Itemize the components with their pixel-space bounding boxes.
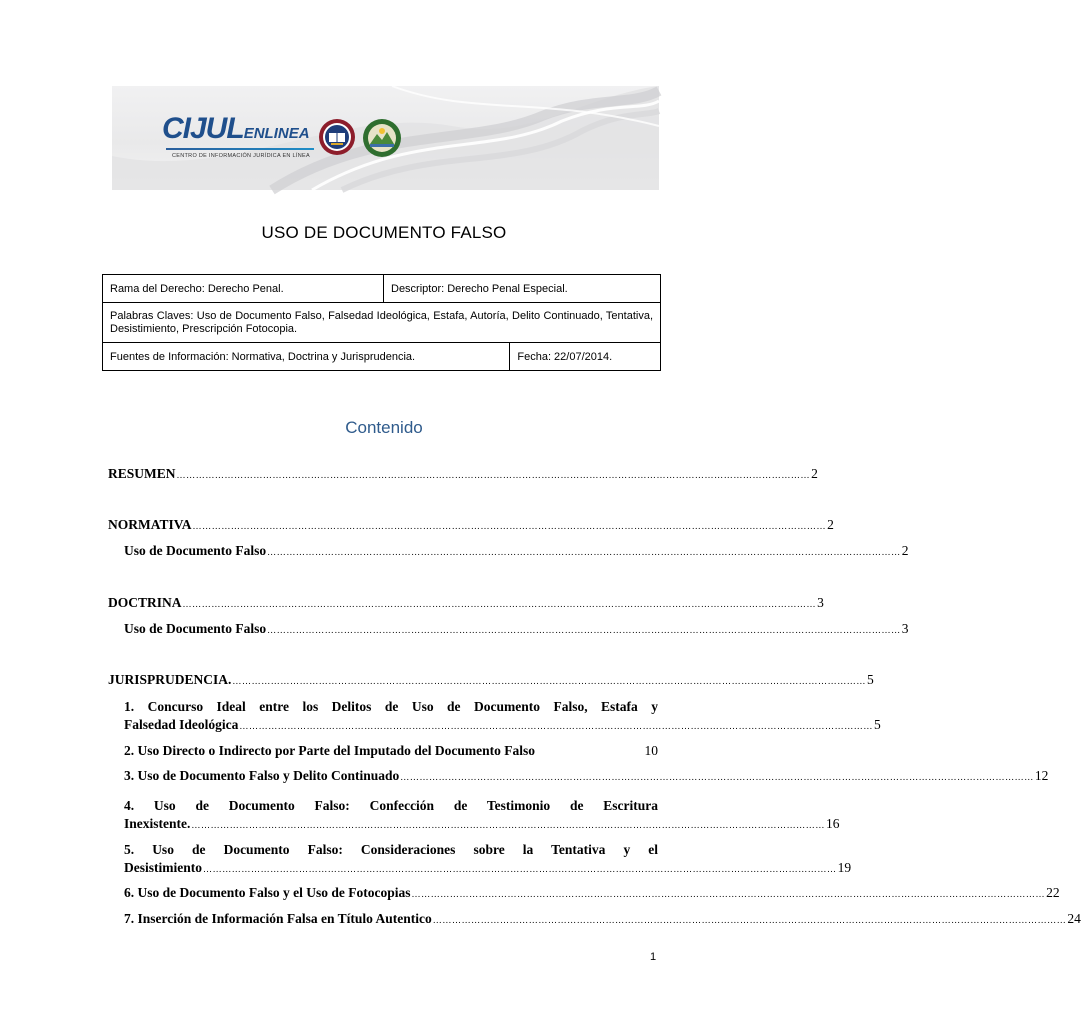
judiciary-seal-icon [362, 118, 402, 158]
toc-entry-jur-7[interactable] [124, 911, 1081, 927]
toc-page-number: 19 [837, 860, 852, 875]
toc-entry-normativa[interactable] [108, 517, 834, 533]
descriptor-cell: Descriptor: Derecho Penal Especial. [384, 275, 661, 303]
toc-leader-dots: ……………………………………………………………………………………………………………………………………………………………………………… [182, 599, 817, 609]
keywords-cell: Palabras Claves: Uso de Documento Falso, Falsedad Ideológica, Estafa, Autoría, Delito Continuado, Tentativa, Desistimiento, Prescripción Fotocopia. [103, 303, 661, 343]
toc-page-number: 10 [644, 743, 658, 758]
toc-entry-doctrina[interactable] [108, 595, 824, 611]
toc-leader-dots: ……………………………………………………………………………………………………………………………………………………………………………… [232, 676, 866, 686]
toc-entry-doctrina-uso[interactable] [124, 621, 909, 637]
toc-entry-jur-3[interactable] [124, 768, 1049, 784]
toc-entry-normativa-uso[interactable] [124, 543, 909, 559]
toc-entry-label: 2. Uso Directo o Indirecto por Parte del Imputado del Documento Falso [124, 743, 535, 758]
toc-page-number: 3 [817, 595, 824, 610]
toc-leader-dots: ……………………………………………………………………………………………………………………………………………………………………………… [267, 547, 901, 557]
toc-entry-label: 7. Inserción de Información Falsa en Título Autentico [124, 911, 432, 926]
toc-entry-jurisprudencia[interactable] [108, 672, 874, 688]
toc-entry-label: NORMATIVA [108, 517, 192, 532]
rama-cell: Rama del Derecho: Derecho Penal. [103, 275, 384, 303]
page-number: 1 [650, 951, 657, 963]
toc-entry-jur-1-line2[interactable] [124, 717, 881, 733]
document-title: USO DE DOCUMENTO FALSO [261, 223, 507, 242]
toc-leader-dots: ……………………………………………………………………………………………………………………………………………………………………………… [191, 820, 825, 830]
sources-cell: Fuentes de Información: Normativa, Doctrina y Jurisprudencia. [103, 343, 510, 371]
toc-entry-label: DOCTRINA [108, 595, 182, 610]
logo-underline [166, 148, 314, 150]
toc-leader-dots: ……………………………………………………………………………………………………………………………………………………………………………… [192, 521, 827, 531]
toc-leader-dots: ……………………………………………………………………………………………………………………………………………………………………………… [411, 889, 1046, 899]
toc-entry-jur-4-line2[interactable] [124, 816, 840, 832]
toc-entry-jur-4-line1[interactable]: 4. Uso de Documento Falso: Confección de Testimonio de Escritura [124, 798, 658, 813]
toc-entry-label: Desistimiento [124, 860, 202, 875]
metadata-table [102, 274, 661, 371]
toc-heading: Contenido [345, 418, 423, 437]
toc-page-number: 12 [1034, 768, 1049, 783]
date-cell: Fecha: 22/07/2014. [510, 343, 661, 371]
toc-entry-label: Uso de Documento Falso [124, 543, 267, 558]
toc-page-number: 2 [811, 466, 818, 481]
toc-page-number: 24 [1067, 911, 1081, 926]
toc-leader-dots: ……………………………………………………………………………………………………………………………………………………………………………… [267, 625, 901, 635]
toc-entry-label: 3. Uso de Documento Falso y Delito Continuado [124, 768, 400, 783]
toc-leader-dots: ……………………………………………………………………………………………………………………………………………………………………………… [176, 470, 811, 480]
toc-leader-dots: ……………………………………………………………………………………………………………………………………………………………………………… [432, 915, 1067, 925]
toc-entry-jur-5-line2[interactable] [124, 860, 852, 876]
toc-entry-jur-6[interactable] [124, 885, 1060, 901]
toc-entry-resumen[interactable] [108, 466, 818, 482]
toc-entry-label: 6. Uso de Documento Falso y el Uso de Fotocopias [124, 885, 411, 900]
toc-entry-label: JURISPRUDENCIA. [108, 672, 232, 687]
toc-entry-jur-1-line1[interactable]: 1. Concurso Ideal entre los Delitos de Uso de Documento Falso, Estafa y [124, 699, 658, 714]
university-seal-icon [318, 118, 356, 156]
toc-page-number: 16 [825, 816, 840, 831]
toc-page-number: 3 [901, 621, 909, 636]
toc-leader-dots: ……………………………………………………………………………………………………………………………………………………………………………… [239, 721, 873, 731]
toc-page-number: 2 [827, 517, 834, 532]
toc-page-number: 5 [874, 717, 881, 732]
cijul-logo: CIJULENLINEA [162, 112, 310, 145]
toc-entry-jur-2[interactable] [124, 743, 658, 759]
toc-page-number: 2 [901, 543, 909, 558]
toc-page-number: 22 [1046, 885, 1060, 900]
toc-entry-label: Falsedad Ideológica [124, 717, 239, 732]
toc-entry-label: Inexistente. [124, 816, 191, 831]
toc-entry-jur-5-line1[interactable]: 5. Uso de Documento Falso: Consideraciones sobre la Tentativa y el [124, 842, 658, 857]
header-banner [112, 86, 659, 190]
logo-tagline: CENTRO DE INFORMACIÓN JURÍDICA EN LÍNEA [172, 153, 310, 159]
toc-page-number: 5 [867, 672, 874, 687]
toc-entry-label: Uso de Documento Falso [124, 621, 267, 636]
toc-leader-dots: ……………………………………………………………………………………………………………………………………………………………………………… [400, 772, 1034, 782]
toc-entry-label: RESUMEN [108, 466, 176, 481]
toc-leader-dots: ……………………………………………………………………………………………………………………………………………………………………………… [203, 864, 837, 874]
